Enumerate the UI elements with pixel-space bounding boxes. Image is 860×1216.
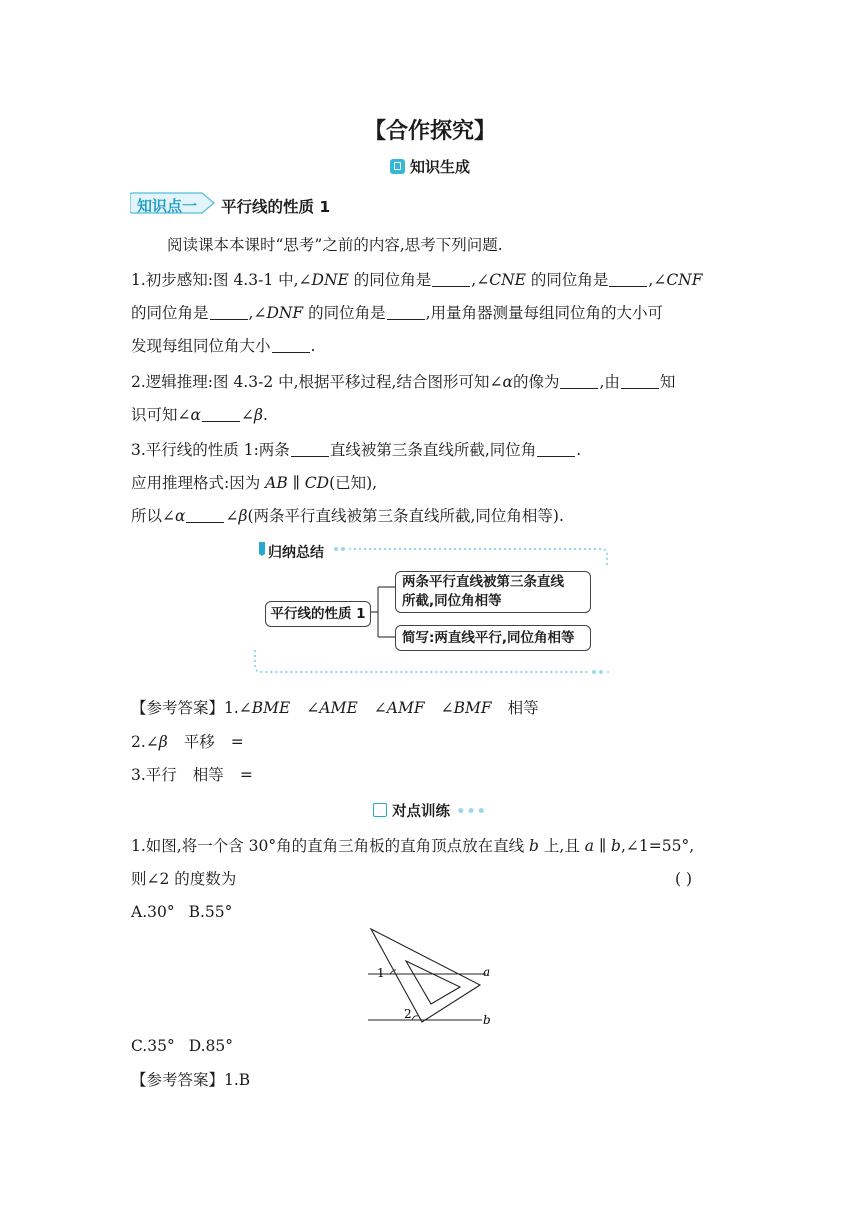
subtitle-text: 知识生成 bbox=[409, 158, 470, 176]
blank bbox=[621, 374, 659, 389]
answer-paren: ( ) bbox=[675, 870, 693, 888]
answer-line1: 【参考答案】1.∠BME ∠AME ∠AMF ∠BMF 相等 bbox=[131, 699, 539, 717]
practice-title: 对点训练 ••• bbox=[0, 800, 860, 821]
fig-label-b: b bbox=[483, 1013, 491, 1027]
blank bbox=[202, 407, 240, 422]
mindmap-branch-1: 两条平行直线被第三条直线 所截,同位角相等 bbox=[395, 571, 591, 613]
blank bbox=[210, 305, 248, 320]
options-cd: C.35° D.85° bbox=[131, 1037, 233, 1055]
blank bbox=[387, 305, 425, 320]
answer-final: 【参考答案】1.B bbox=[131, 1071, 251, 1089]
triangle-figure bbox=[362, 925, 496, 1030]
blank bbox=[560, 374, 598, 389]
answer-line3: 3.平行 相等 = bbox=[131, 766, 253, 784]
q1-line1: 1.初步感知:图 4.3-1 中,∠DNE 的同位角是 ,∠CNE 的同位角是 ,∠CNF bbox=[131, 271, 703, 289]
blank bbox=[291, 442, 329, 457]
page-title: 【合作探究】 bbox=[363, 119, 496, 144]
pencil-icon bbox=[373, 803, 387, 817]
section-subtitle bbox=[0, 156, 860, 177]
fig-label-1: 1 bbox=[377, 966, 385, 980]
knowledge-point-title: 平行线的性质 1 bbox=[221, 198, 331, 216]
answer-line2: 2.∠β 平移 = bbox=[131, 733, 244, 751]
format-line1: 应用推理格式:因为 AB ∥ CD(已知), bbox=[131, 474, 378, 492]
fig-label-a: a bbox=[483, 965, 491, 979]
options-ab: A.30° B.55° bbox=[131, 903, 233, 921]
dots-icon: ••• bbox=[450, 804, 487, 820]
summary-title: 归纳总结 bbox=[268, 545, 324, 561]
blank bbox=[186, 508, 224, 523]
blank bbox=[609, 272, 647, 287]
practice-q1-line1: 1.如图,将一个含 30°角的直角三角板的直角顶点放在直线 b 上,且 a ∥ b,∠1=55°, bbox=[131, 837, 695, 855]
knowledge-point-label: 知识点一 bbox=[137, 197, 198, 215]
blank bbox=[537, 442, 575, 457]
q2-line1: 2.逻辑推理:图 4.3-2 中,根据平移过程,结合图形可知∠α的像为 ,由 知 bbox=[131, 373, 676, 391]
practice-q1-line2: 则∠2 的度数为 bbox=[131, 870, 237, 888]
blank bbox=[432, 272, 470, 287]
book-icon bbox=[390, 159, 405, 174]
q3-line: 3.平行线的性质 1:两条 直线被第三条直线所截,同位角 . bbox=[131, 441, 582, 459]
fig-label-2: 2 bbox=[404, 1007, 412, 1021]
mindmap-root: 平行线的性质 1 bbox=[265, 601, 371, 627]
q1-line3: 发现每组同位角大小 . bbox=[131, 337, 316, 355]
q1-line2: 的同位角是 ,∠DNF 的同位角是 ,用量角器测量每组同位角的大小可 bbox=[131, 304, 664, 322]
q2-line2: 识可知∠α ∠β. bbox=[131, 406, 268, 424]
format-line2: 所以∠α ∠β(两条平行直线被第三条直线所截,同位角相等). bbox=[131, 507, 564, 525]
intro-text: 阅读课本本课时“思考”之前的内容,思考下列问题. bbox=[167, 236, 503, 254]
blank bbox=[272, 338, 310, 353]
mindmap-branch-2: 简写:两直线平行,同位角相等 bbox=[395, 625, 591, 651]
